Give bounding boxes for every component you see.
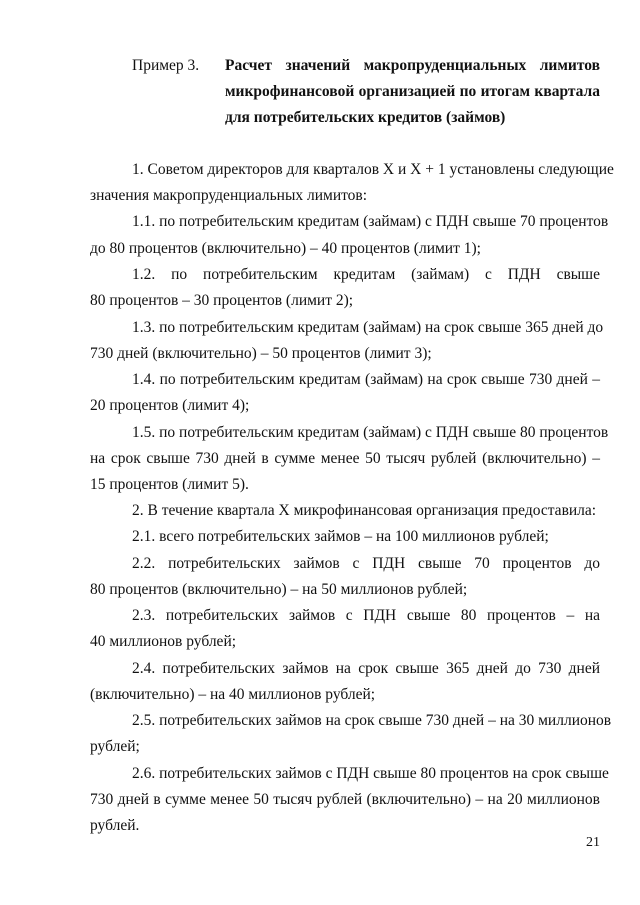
paragraph-line: 2. В течение квартала X микрофинансовая организация предоставила:: [132, 502, 597, 519]
paragraph-line: 1. Советом директоров для кварталов X и X + 1 установлены следующие: [132, 161, 614, 178]
paragraph-line: рублей;: [90, 738, 140, 755]
title-line: микрофинансовой организацией по итогам квартала: [225, 83, 600, 100]
paragraph-line: до 80 процентов (включительно) – 40 процентов (лимит 1);: [90, 240, 481, 257]
paragraph-line: 40 миллионов рублей;: [90, 633, 237, 650]
paragraph-line: 1.5. по потребительским кредитам (займам) с ПДН свыше 80 процентов: [132, 424, 609, 441]
paragraph-line: на срок свыше 730 дней в сумме менее 50 тысяч рублей (включительно) –: [90, 450, 600, 467]
paragraph-line: 1.3. по потребительским кредитам (займам) на срок свыше 365 дней до: [132, 319, 604, 336]
title-line: для потребительских кредитов (займов): [225, 109, 506, 126]
paragraph-line: 80 процентов – 30 процентов (лимит 2);: [90, 292, 354, 309]
paragraph-line: 1.2. по потребительским кредитам (займам) с ПДН свыше: [132, 266, 600, 283]
paragraph-line: рублей.: [90, 817, 140, 834]
paragraph-line: значения макропруденциальных лимитов:: [90, 187, 368, 204]
paragraph-line: 2.5. потребительских займов на срок свыше 730 дней – на 30 миллионов: [132, 712, 612, 729]
title-line: Расчет значений макропруденциальных лимитов: [225, 57, 600, 74]
example-label: Пример 3.: [132, 57, 200, 74]
paragraph-line: (включительно) – на 40 миллионов рублей;: [90, 686, 376, 703]
paragraph-line: 15 процентов (лимит 5).: [90, 476, 249, 493]
paragraph-line: 730 дней в сумме менее 50 тысяч рублей (включительно) – на 20 миллионов: [90, 791, 600, 808]
paragraph-line: 730 дней (включительно) – 50 процентов (лимит 3);: [90, 345, 432, 362]
paragraph-line: 2.2. потребительских займов с ПДН свыше 70 процентов до: [132, 555, 600, 572]
paragraph-line: 20 процентов (лимит 4);: [90, 397, 250, 414]
paragraph-line: 2.4. потребительских займов на срок свыше 365 дней до 730 дней: [132, 660, 600, 677]
paragraph-line: 2.1. всего потребительских займов – на 100 миллионов рублей;: [132, 528, 549, 545]
page-number: 21: [586, 835, 600, 850]
paragraph-line: 1.4. по потребительским кредитам (займам) на срок свыше 730 дней –: [132, 371, 600, 388]
paragraph-line: 2.3. потребительских займов с ПДН свыше 80 процентов – на: [132, 607, 600, 624]
paragraph-line: 1.1. по потребительским кредитам (займам) с ПДН свыше 70 процентов: [132, 213, 609, 230]
paragraph-line: 80 процентов (включительно) – на 50 миллионов рублей;: [90, 581, 468, 598]
paragraph-line: 2.6. потребительских займов с ПДН свыше 80 процентов на срок свыше: [132, 765, 609, 782]
